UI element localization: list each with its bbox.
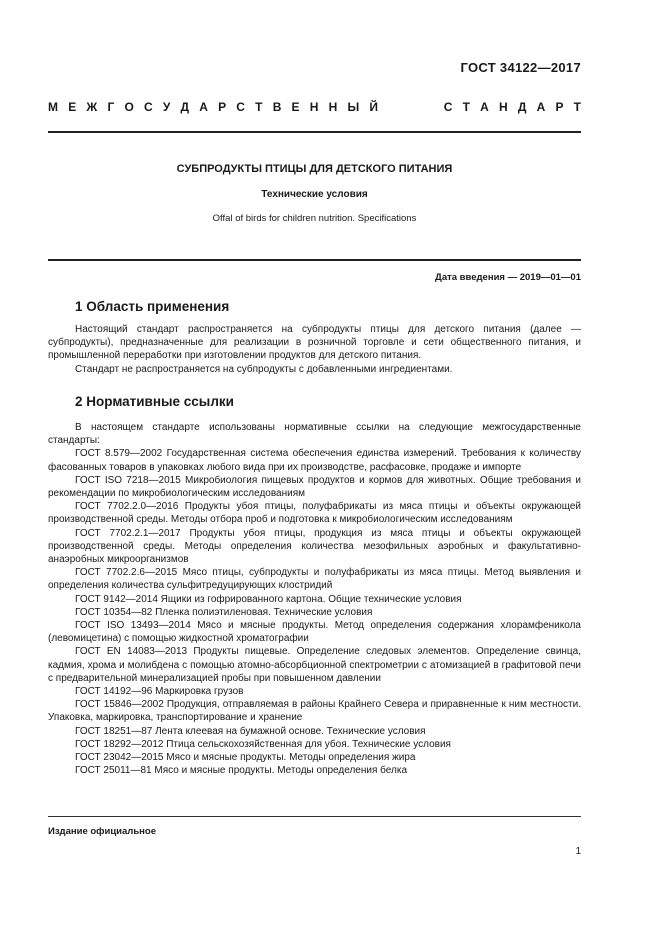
banner-letter: Р bbox=[555, 100, 564, 114]
banner-letter: Р bbox=[218, 100, 227, 114]
banner-letter: Т bbox=[462, 100, 470, 114]
reference-item: ГОСТ 23042—2015 Мясо и мясные продукты. Методы определения жира bbox=[75, 752, 416, 764]
header-divider bbox=[48, 131, 581, 133]
document-title: СУБПРОДУКТЫ ПТИЦЫ ДЛЯ ДЕТСКОГО ПИТАНИЯ bbox=[176, 163, 453, 175]
standard-word-interstate bbox=[48, 100, 378, 114]
english-title: Offal of birds for children nutrition. Specifications bbox=[212, 213, 417, 224]
reference-item: ГОСТ ISO 13493—2014 Мясо и мясные продукты. Метод определения содержания хлорамфеникола (левомицетина) с помощью жидкостной хроматографии bbox=[48, 620, 581, 645]
banner-letter: Й bbox=[369, 100, 379, 114]
reference-item: ГОСТ ISO 7218—2015 Микробиология пищевых продуктов и кормов для животных. Общие требования и рекомендации по микробиологическим исследованиям bbox=[48, 474, 581, 500]
section-1-body bbox=[48, 323, 581, 376]
banner-letter: Д bbox=[180, 100, 190, 114]
banner-letter: Н bbox=[309, 100, 319, 114]
reference-item: ГОСТ 7702.2.0—2016 Продукты убоя птицы, полуфабрикаты из мяса птицы и объекты окружающей производственной среды. Методы отбора проб и подготовка к микробиологическим исследованиям bbox=[48, 501, 581, 526]
reference-item: ГОСТ 18292—2012 Птица сельскохозяйственная для убоя. Технические условия bbox=[75, 738, 451, 750]
banner-letter: Д bbox=[517, 100, 527, 114]
banner-letter: С bbox=[443, 100, 453, 114]
banner-letter: Е bbox=[291, 100, 300, 114]
reference-item: ГОСТ 14192—96 Маркировка грузов bbox=[75, 686, 244, 698]
gost-code: ГОСТ 34122—2017 bbox=[460, 60, 581, 75]
banner-letter: Г bbox=[107, 100, 115, 114]
banner-letter: С bbox=[143, 100, 153, 114]
reference-item: ГОСТ 15846—2002 Продукция, отправляемая в районы Крайнего Севера и приравненные к ним местности. Упаковка, маркировка, транспортирование и хранение bbox=[48, 699, 581, 724]
banner-letter: Н bbox=[328, 100, 338, 114]
reference-item: ГОСТ 8.579—2002 Государственная система обеспечения единства измерений. Требования к количеству фасованных товаров в упаковках любого вида при их производстве, расфасовке, продаже и импорте bbox=[48, 448, 581, 473]
paragraph: Стандарт не распространяется на субпродукты с добавленными ингредиентами. bbox=[75, 363, 453, 375]
banner-letter: Ы bbox=[347, 100, 360, 114]
section-1-heading: 1 Область применения bbox=[75, 299, 230, 314]
banner-letter: А bbox=[199, 100, 208, 114]
banner-letter: А bbox=[536, 100, 546, 114]
document-subtitle: Технические условия bbox=[261, 189, 368, 200]
banner-letter: Т bbox=[255, 100, 263, 114]
page-number: 1 bbox=[575, 846, 581, 857]
banner-letter: Н bbox=[498, 100, 508, 114]
reference-item: ГОСТ 10354—82 Пленка полиэтиленовая. Технические условия bbox=[75, 606, 373, 618]
section-2-heading: 2 Нормативные ссылки bbox=[75, 394, 234, 409]
reference-item: ГОСТ 9142—2014 Ящики из гофрированного картона. Общие технические условия bbox=[75, 593, 462, 605]
standard-word-standard bbox=[444, 100, 581, 114]
banner-letter: В bbox=[272, 100, 282, 114]
banner-letter: Т bbox=[573, 100, 581, 114]
paragraph: В настоящем стандарте использованы нормативные ссылки на следующие межгосударственные стандарты: bbox=[48, 422, 581, 447]
banner-letter: Ж bbox=[86, 100, 98, 114]
banner-letter: О bbox=[124, 100, 134, 114]
banner-letter: Е bbox=[68, 100, 77, 114]
banner-letter: М bbox=[48, 100, 58, 114]
reference-item: ГОСТ 7702.2.6—2015 Мясо птицы, субпродукты и полуфабрикаты из мяса птицы. Метод выявления и определения количества сульфитредуцирующих клостридий bbox=[48, 567, 581, 592]
banner-letter: А bbox=[480, 100, 489, 114]
reference-item: ГОСТ 7702.2.1—2017 Продукты убоя птицы, продукция из мяса птицы и объекты окружающей производственной среды. Методы определения количества мезофильных аэробных и факультативно-анаэробных микроорганизмов bbox=[48, 527, 581, 566]
banner-letter: У bbox=[162, 100, 171, 114]
reference-item: ГОСТ 18251—87 Лента клеевая на бумажной основе. Технические условия bbox=[75, 725, 426, 737]
standard-type-banner bbox=[48, 100, 581, 114]
introduction-date: Дата введения — 2019—01—01 bbox=[435, 272, 581, 283]
reference-item: ГОСТ EN 14083—2013 Продукты пищевые. Определение следовых элементов. Определение свинца, кадмия, хрома и молибдена с помощью атомно-абсорбционной спектрометрии с атомизацией в графитовой печи с предварительной минерализацией пробы при повышенном давлении bbox=[48, 646, 581, 684]
reference-item: ГОСТ 25011—81 Мясо и мясные продукты. Методы определения белка bbox=[75, 765, 408, 777]
title-divider bbox=[48, 259, 581, 261]
official-edition-label: Издание официальное bbox=[48, 826, 156, 837]
paragraph: Настоящий стандарт распространяется на субпродукты птицы для детского питания (далее — субпродукты), предназначенные для реализации в розничной торговле и сети общественного питания, и промышленной переработки при изготовлении продуктов для детского питания. bbox=[48, 324, 581, 362]
section-2-body bbox=[48, 421, 581, 777]
banner-letter: С bbox=[236, 100, 245, 114]
footer-divider bbox=[48, 816, 581, 817]
